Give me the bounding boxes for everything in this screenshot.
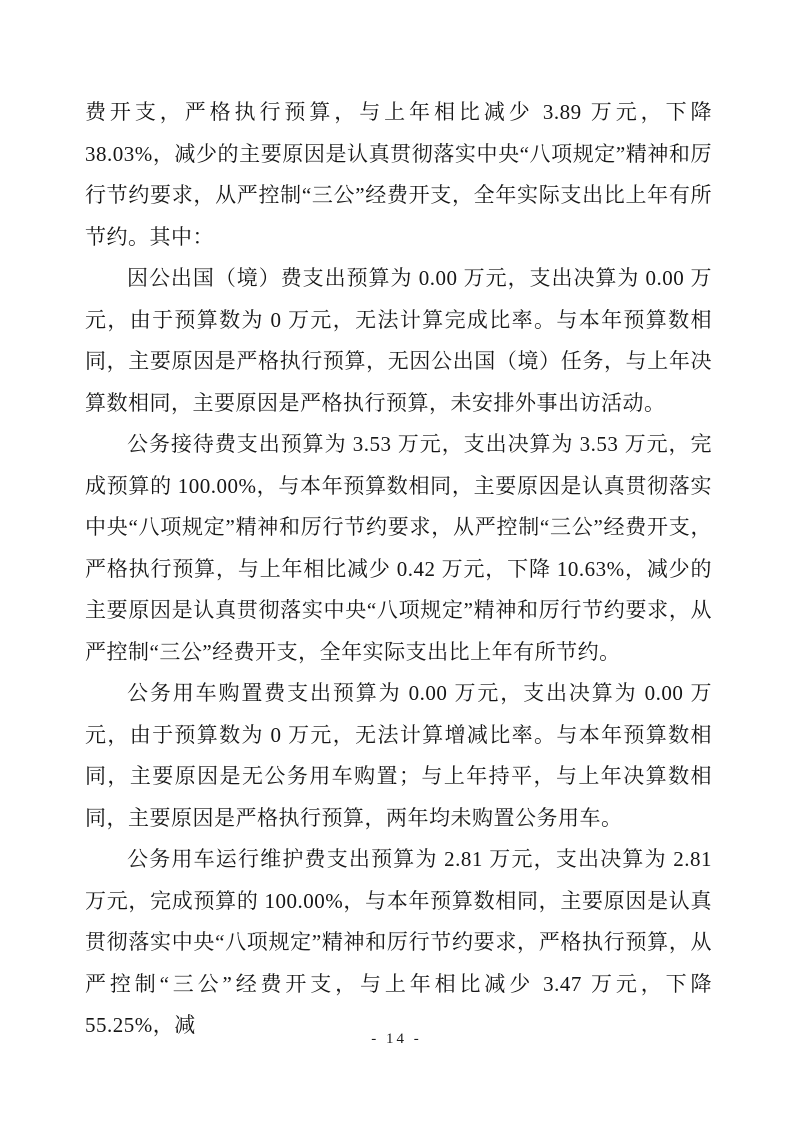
document-body (85, 92, 712, 1047)
paragraph-vehicle-purchase-expense: 公务用车购置费支出预算为 0.00 万元，支出决算为 0.00 万元，由于预算数为 0 万元，无法计算增减比率。与本年预算数相同，主要原因是无公务用车购置；与上年持平，与上年决算数相同，主要原因是严格执行预算，两年均未购置公务用车。 (85, 681, 712, 830)
paragraph-vehicle-maintenance-expense: 公务用车运行维护费支出预算为 2.81 万元，支出决算为 2.81 万元，完成预算的 100.00%，与本年预算数相同，主要原因是认真贯彻落实中央“八项规定”精神和厉行节约要求，严格执行预算，从严控制“三公”经费开支，与上年相比减少 3.47 万元，下降 55.25%，减 (85, 847, 712, 1037)
paragraph-official-reception-expense: 公务接待费支出预算为 3.53 万元，支出决算为 3.53 万元，完成预算的 100.00%，与本年预算数相同，主要原因是认真贯彻落实中央“八项规定”精神和厉行节约要求，从严控制“三公”经费开支，严格执行预算，与上年相比减少 0.42 万元，下降 10.63%，减少的主要原因是认真贯彻落实中央“八项规定”精神和厉行节约要求，从严控制“三公”经费开支，全年实际支出比上年有所节约。 (85, 432, 712, 664)
paragraph-continuation: 费开支，严格执行预算，与上年相比减少 3.89 万元，下降 38.03%，减少的主要原因是认真贯彻落实中央“八项规定”精神和厉行节约要求，从严控制“三公”经费开支，全年实际支出比上年有所节约。其中： (85, 100, 712, 249)
paragraph-abroad-expense: 因公出国（境）费支出预算为 0.00 万元，支出决算为 0.00 万元，由于预算数为 0 万元，无法计算完成比率。与本年预算数相同，主要原因是严格执行预算，无因公出国（境）任务，与上年决算数相同，主要原因是严格执行预算，未安排外事出访活动。 (85, 266, 712, 415)
page-number: - 14 - (371, 1031, 422, 1047)
